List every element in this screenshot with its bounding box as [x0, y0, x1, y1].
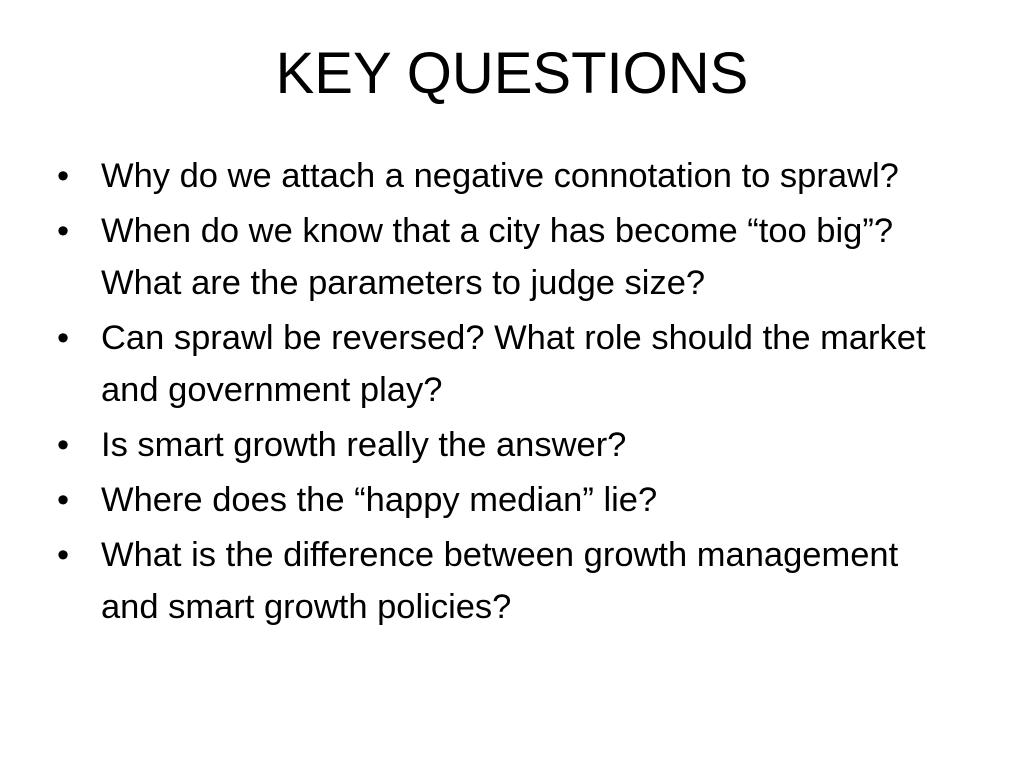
bullet-marker: •	[57, 536, 70, 574]
bullet-item	[57, 205, 947, 309]
bullet-text: When do we know that a city has become “too big”? What are the parameters to judge size?	[101, 212, 913, 302]
bullet-text: Why do we attach a negative connotation to sprawl?	[101, 157, 899, 195]
slide-title: KEY QUESTIONS	[275, 41, 749, 106]
bullet-text: Where does the “happy median” lie?	[101, 481, 658, 519]
bullet-text: Can sprawl be reversed? What role should the market and government play?	[101, 319, 926, 409]
bullet-text: Is smart growth really the answer?	[101, 426, 627, 464]
bullet-item	[57, 419, 947, 471]
bullet-item	[57, 474, 947, 526]
bullet-marker: •	[57, 481, 70, 519]
bullet-marker: •	[57, 212, 70, 250]
bullet-marker: •	[57, 319, 70, 357]
bullet-marker: •	[57, 426, 70, 464]
bullet-list	[57, 150, 947, 636]
bullet-text: What is the difference between growth management and smart growth policies?	[101, 536, 899, 626]
bullet-item	[57, 150, 947, 202]
bullet-marker: •	[57, 157, 70, 195]
bullet-item	[57, 529, 947, 633]
bullet-item	[57, 312, 947, 416]
